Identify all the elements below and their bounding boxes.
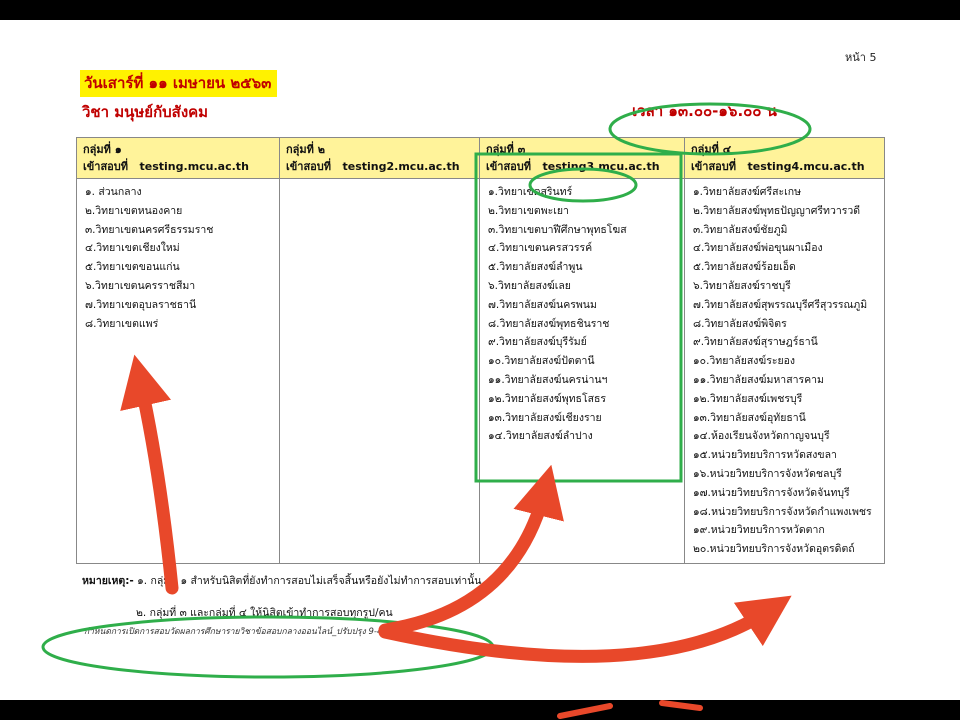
list-item: ๖.วิทยาเขตนครราชสีมา — [85, 279, 196, 292]
list-item: ๓.วิทยาเขตนครศรีธรรมราช — [85, 223, 214, 236]
group-3-list-cell — [480, 179, 685, 564]
group-site: เข้าสอบที่ testing.mcu.ac.th — [83, 160, 249, 173]
list-item: ๕.วิทยาเขตขอนแก่น — [85, 261, 180, 274]
list-item: ๑๖.หน่วยวิทยบริการจังหวัดชลบุรี — [693, 467, 842, 480]
list-item: ๑๓.วิทยาลัยสงฆ์เชียงราย — [488, 411, 602, 424]
exam-subject: วิชา มนุษย์กับสังคม — [82, 103, 209, 121]
list-item: ๘.วิทยาเขตแพร่ — [85, 317, 159, 330]
list-item: ๒.วิทยาเขตพะเยา — [488, 204, 569, 217]
notes-label: หมายเหตุ:- — [82, 575, 134, 587]
list-item: ๒.วิทยาเขตหนองคาย — [85, 204, 183, 217]
exam-group-table — [76, 137, 885, 564]
list-item: ๑๑.วิทยาลัยสงฆ์มหาสารคาม — [693, 373, 824, 386]
exam-time: เวลา ๑๓.๐๐-๑๖.๐๐ น — [632, 102, 777, 120]
list-item: ๑.วิทยาลัยสงฆ์ศรีสะเกษ — [693, 186, 802, 198]
group-2-list-cell — [280, 179, 480, 564]
group-site: เข้าสอบที่ testing2.mcu.ac.th — [286, 160, 460, 173]
list-item: ๒๐.หน่วยวิทยบริการจังหวัดอุตรดิตถ์ — [693, 543, 855, 556]
list-item: ๑๔.ห้องเรียนจังหวัดกาญจนบุรี — [693, 430, 830, 443]
list-item: ๑๐.วิทยาลัยสงฆ์ปัตตานี — [488, 355, 595, 368]
list-item: ๑.วิทยาเขตสุรินทร์ — [488, 186, 573, 198]
note-1 — [82, 572, 481, 589]
table-header-row — [77, 138, 885, 179]
list-item: ๑๕.หน่วยวิทยบริการหวัดสงขลา — [693, 449, 837, 462]
group-1-header — [77, 138, 280, 179]
list-item: ๔.วิทยาเขตเชียงใหม่ — [85, 242, 180, 255]
list-item: ๗.วิทยาลัยสงฆ์สุพรรณบุรีศรีสุวรรณภูมิ — [693, 298, 868, 311]
list-item: ๑๔.วิทยาลัยสงฆ์ลำปาง — [488, 430, 593, 443]
list-item: ๑๑.วิทยาลัยสงฆ์นครน่านฯ — [488, 373, 608, 386]
list-item: ๑๒.วิทยาลัยสงฆ์เพชรบุรี — [693, 392, 803, 405]
site-url: testing4.mcu.ac.th — [747, 160, 865, 173]
list-item: ๔.วิทยาเขตนครสวรรค์ — [488, 242, 593, 255]
list-item: ๒.วิทยาลัยสงฆ์พุทธปัญญาศรีทวารวดี — [693, 204, 861, 217]
notes — [82, 572, 481, 589]
list-item: ๑๘.หน่วยวิทยบริการจังหวัดกำแพงเพชร — [693, 505, 872, 518]
list-item: ๑๓.วิทยาลัยสงฆ์อุทัยธานี — [693, 411, 806, 424]
group-title: กลุ่มที่ ๒ — [286, 143, 325, 156]
exam-date: วันเสาร์ที่ ๑๑ เมษายน ๒๕๖๓ — [80, 70, 277, 97]
list-item: ๓.วิทยาลัยสงฆ์ชัยภูมิ — [693, 223, 788, 236]
group-title: กลุ่มที่ ๓ — [486, 143, 526, 156]
group-title: กลุ่มที่ ๔ — [691, 143, 732, 156]
list-item: ๓.วิทยาเขตบาฬีศึกษาพุทธโฆส — [488, 223, 627, 236]
note-2: ๒. กลุ่มที่ ๓ และกลุ่มที่ ๔ ให้นิสิตเข้าทำการสอบทุกรูป/คน — [136, 607, 393, 619]
list-item: ๑๗.หน่วยวิทยบริการจังหวัดจันทบุรี — [693, 486, 850, 499]
group-3-header — [480, 138, 685, 179]
group-2-header — [280, 138, 480, 179]
page-number: หน้า 5 — [845, 51, 877, 64]
list-item: ๑๐.วิทยาลัยสงฆ์ระยอง — [693, 355, 796, 368]
list-item: ๑. ส่วนกลาง — [85, 186, 142, 198]
site-url: testing3.mcu.ac.th — [542, 160, 660, 173]
group-4-site-list — [693, 183, 876, 559]
list-item: ๖.วิทยาลัยสงฆ์เลย — [488, 279, 571, 292]
site-url: testing2.mcu.ac.th — [342, 160, 460, 173]
site-url: testing.mcu.ac.th — [139, 160, 249, 173]
footer-note: กำหนดการเปิดการสอบวัดผลการศึกษารายวิชาข้อสอบกลางออนไลน์_ปรับปรุง 9-4-632 — [84, 627, 402, 637]
group-3-site-list — [488, 183, 676, 446]
list-item: ๖.วิทยาลัยสงฆ์ราชบุรี — [693, 279, 791, 292]
list-item: ๗.วิทยาลัยสงฆ์นครพนม — [488, 298, 597, 311]
group-4-list-cell — [685, 179, 885, 564]
list-item: ๗.วิทยาเขตอุบลราชธานี — [85, 298, 197, 311]
group-4-header — [685, 138, 885, 179]
arrow-fragment-bottom — [560, 703, 700, 716]
list-item: ๕.วิทยาลัยสงฆ์ลำพูน — [488, 261, 583, 274]
list-item: ๔.วิทยาลัยสงฆ์พ่อขุนผาเมือง — [693, 242, 823, 255]
note-1-text: ๑. กลุ่มที่ ๑ สำหรับนิสิตที่ยังทำการสอบไม่เสร็จสิ้นหรือยังไม่ทำการสอบเท่านั้น — [137, 575, 482, 587]
list-item: ๘.วิทยาลัยสงฆ์พุทธชินราช — [488, 317, 610, 330]
table-body-row — [77, 179, 885, 564]
list-item: ๕.วิทยาลัยสงฆ์ร้อยเอ็ด — [693, 261, 796, 274]
list-item: ๑๙.หน่วยวิทยบริการหวัดตาก — [693, 524, 825, 537]
group-title: กลุ่มที่ ๑ — [83, 143, 122, 156]
list-item: ๙.วิทยาลัยสงฆ์บุรีรัมย์ — [488, 336, 587, 349]
list-item: ๑๒.วิทยาลัยสงฆ์พุทธโสธร — [488, 392, 607, 405]
list-item: ๘.วิทยาลัยสงฆ์พิจิตร — [693, 317, 787, 330]
group-1-site-list — [85, 183, 271, 333]
group-1-list-cell — [77, 179, 280, 564]
group-site: เข้าสอบที่ testing4.mcu.ac.th — [691, 160, 865, 173]
group-site: เข้าสอบที่ testing3.mcu.ac.th — [486, 160, 660, 173]
list-item: ๙.วิทยาลัยสงฆ์สุราษฎร์ธานี — [693, 336, 818, 349]
